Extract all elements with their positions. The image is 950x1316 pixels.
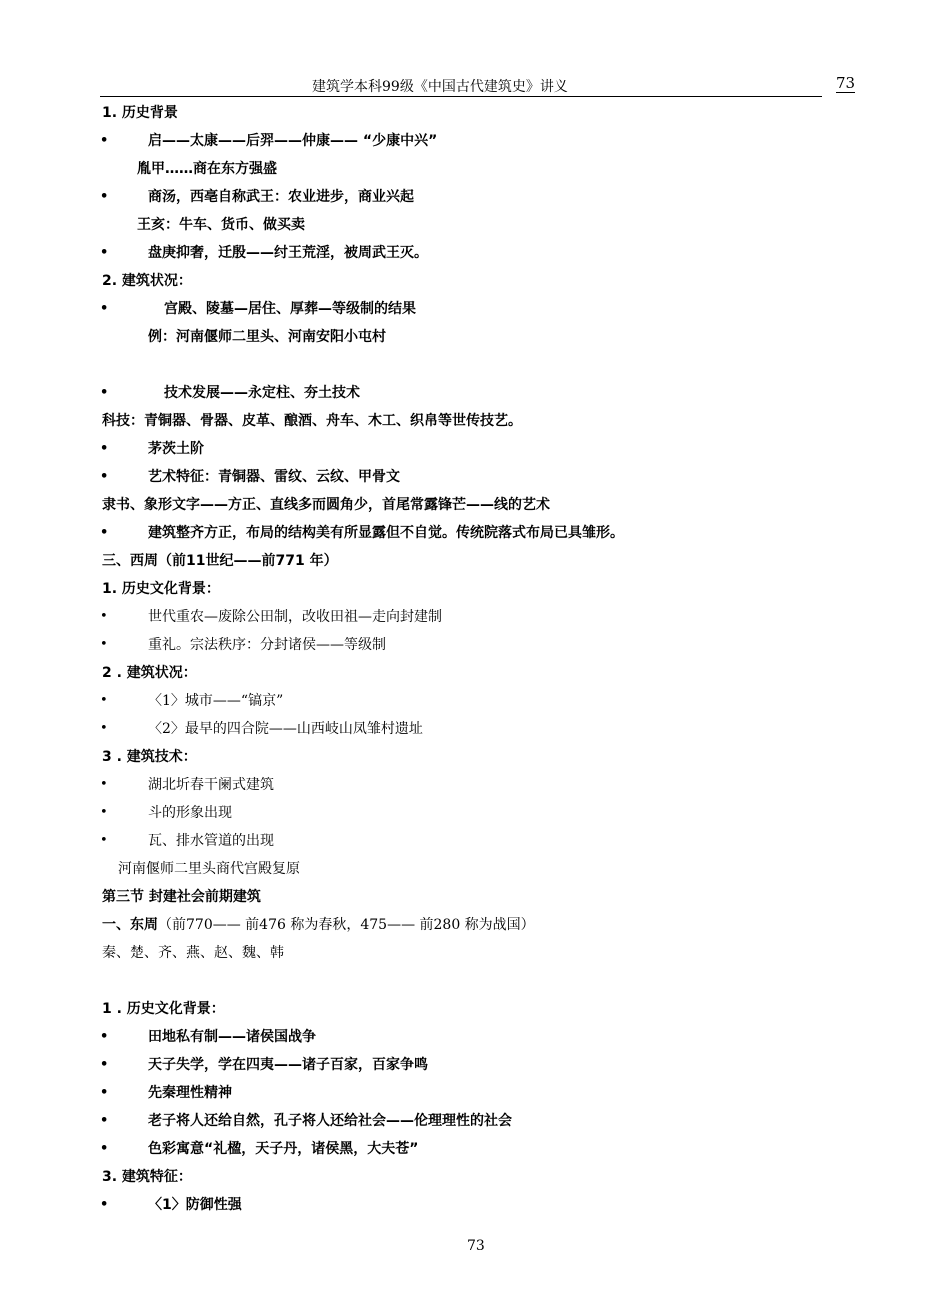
list-item: 茅茨土阶 <box>148 441 204 457</box>
section-heading-label: 一、东周 <box>102 917 158 933</box>
section-heading-western-zhou: 三、西周（前11世纪——前771 年） <box>102 553 338 569</box>
bullet: • <box>100 189 109 204</box>
list-item: 色彩寓意“礼楹，天子丹，诸侯黑，大夫苍” <box>148 1141 419 1157</box>
bullet: • <box>100 805 108 820</box>
list-item-continuation: 例：河南偃师二里头、河南安阳小屯村 <box>148 329 386 345</box>
list-item: 湖北圻春干阑式建筑 <box>148 777 274 793</box>
bullet: • <box>100 245 109 260</box>
section-heading-eastern-zhou <box>102 913 535 937</box>
list-item: 重礼。宗法秩序：分封诸侯——等级制 <box>148 637 386 653</box>
bullet: • <box>100 301 109 316</box>
list-item: 技术发展——永定柱、夯土技术 <box>164 385 360 401</box>
caption: 河南偃师二里头商代宫殿复原 <box>118 861 300 877</box>
footer-page-number: 73 <box>467 1238 485 1254</box>
list-item: 商汤，西亳自称武王：农业进步，商业兴起 <box>148 189 414 205</box>
bullet: • <box>100 777 108 792</box>
bullet: • <box>100 1141 109 1156</box>
list-item: 启——太康——后羿——仲康—— “少康中兴” <box>148 133 438 149</box>
list-item: 田地私有制——诸侯国战争 <box>148 1029 316 1045</box>
bullet: • <box>100 1197 109 1212</box>
list-item: 斗的形象出现 <box>148 805 232 821</box>
list-item: 〈1〉城市——“镐京” <box>148 693 284 709</box>
bullet: • <box>100 1029 109 1044</box>
heading-history-culture: 1 . 历史文化背景： <box>102 1001 225 1017</box>
running-header-title: 建筑学本科99级《中国古代建筑史》讲义 <box>312 79 568 95</box>
bullet: • <box>100 833 108 848</box>
bullet: • <box>100 1085 109 1100</box>
heading-history-culture: 1. 历史文化背景： <box>102 581 220 597</box>
list-item-continuation: 胤甲……商在东方强盛 <box>137 161 277 177</box>
list-item-continuation: 王亥：牛车、货币、做买卖 <box>137 217 305 233</box>
list-item: 〈1〉防御性强 <box>148 1197 242 1213</box>
list-item: 老子将人还给自然，孔子将人还给社会——伦理理性的社会 <box>148 1113 512 1129</box>
list-item: 宫殿、陵墓—居住、厚葬—等级制的结果 <box>164 301 416 317</box>
list-item: 盘庚抑奢，迁殷——纣王荒淫，被周武王灭。 <box>148 245 428 261</box>
heading-building-technique: 3 . 建筑技术： <box>102 749 197 765</box>
bullet: • <box>100 385 109 400</box>
heading-building-status: 2. 建筑状况： <box>102 273 192 289</box>
bullet: • <box>100 441 109 456</box>
list-item: 艺术特征：青铜器、雷纹、云纹、甲骨文 <box>148 469 400 485</box>
list-item: 建筑整齐方正，布局的结构美有所显露但不自觉。传统院落式布局已具雏形。 <box>148 525 624 541</box>
bullet: • <box>100 1057 109 1072</box>
bullet: • <box>100 609 108 624</box>
bullet: • <box>100 1113 109 1128</box>
heading-history-background: 1. 历史背景 <box>102 105 178 121</box>
header-page-number: 73 <box>836 74 856 92</box>
list-item: 瓦、排水管道的出现 <box>148 833 274 849</box>
bullet: • <box>100 525 109 540</box>
list-item: 天子失学，学在四夷——诸子百家，百家争鸣 <box>148 1057 428 1073</box>
paragraph: 秦、楚、齐、燕、赵、魏、韩 <box>102 945 284 961</box>
bullet: • <box>100 637 108 652</box>
bullet: • <box>100 133 109 148</box>
heading-building-status: 2 . 建筑状况： <box>102 665 197 681</box>
chapter-heading: 第三节 封建社会前期建筑 <box>102 889 261 905</box>
list-item: 先秦理性精神 <box>148 1085 232 1101</box>
paragraph: 科技：青铜器、骨器、皮革、酿酒、舟车、木工、织帛等世传技艺。 <box>102 413 522 429</box>
heading-building-features: 3. 建筑特征： <box>102 1169 192 1185</box>
paragraph: 隶书、象形文字——方正、直线多而圆角少，首尾常露锋芒——线的艺术 <box>102 497 550 513</box>
bullet: • <box>100 693 108 708</box>
list-item: 世代重农—废除公田制，改收田祖—走向封建制 <box>148 609 442 625</box>
bullet: • <box>100 469 109 484</box>
header-rule <box>100 96 822 97</box>
bullet: • <box>100 721 108 736</box>
section-heading-note: （前770—— 前476 称为春秋，475—— 前280 称为战国） <box>158 917 535 933</box>
list-item: 〈2〉最早的四合院——山西岐山凤雏村遗址 <box>148 721 423 737</box>
